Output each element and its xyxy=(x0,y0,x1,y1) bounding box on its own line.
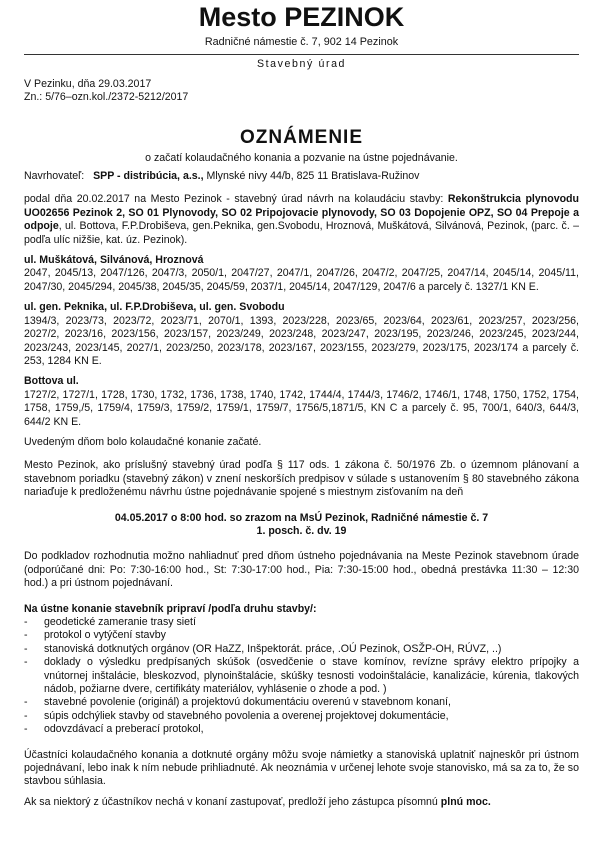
list-item: - geodetické zameranie trasy sietí xyxy=(24,616,579,629)
notice-page xyxy=(24,0,579,809)
hearing-date-place: 04.05.2017 o 8:00 hod. so zrazom na MsÚ Pezinok, Radničné námestie č. 7 xyxy=(114,511,489,524)
reference-number: Zn.: 5/76–ozn.kol./2372-5212/2017 xyxy=(24,91,189,104)
meta-block xyxy=(24,78,579,105)
parcel-list: 1394/3, 2023/73, 2023/72, 2023/71, 2070/1, 1393, 2023/228, 2023/65, 2023/64, 2023/61, 2023/257, 2023/256, 2027/2, 2023/16, 2023/156, 2023/157, 2023/249, 2023/248, 2023/247, 2023/195, 2023/246, 2023/245, 2023/244, 2023/243, 2023/145, 2027/1, 2023/250, 2023/178, 2023/167, 2023/155, 2023/279, 2023/175, 2023/174 a parcely č. 253, 1284 KN E. xyxy=(24,314,579,367)
power-of-attorney: plnú moc. xyxy=(440,795,491,808)
representative-text: Ak sa niektorý z účastníkov nechá v konaní zastupovať, predloží jeho zástupca písomnú xyxy=(24,795,441,808)
document-heading: OZNÁMENIE xyxy=(240,126,363,148)
list-item: - protokol o vytýčení stavby xyxy=(24,629,579,642)
parcel-street: Bottova ul. xyxy=(24,375,79,388)
document-subtitle: o začatí kolaudačného konania a pozvanie na ústne pojednávanie. xyxy=(145,151,458,164)
request-paragraph xyxy=(24,193,579,247)
parcel-street: ul. Muškátová, Silvánová, Hroznová xyxy=(24,254,204,267)
applicant-line xyxy=(24,170,579,183)
request-location: , ul. Bottova, F.P.Drobiševa, gen.Peknika, gen.Svobodu, Hroznová, Muškátová, Silvánová, Pezinok, (parc. č. – podľa ulíc nižšie, kat. úz. Pezinok). xyxy=(24,220,579,246)
hearing-block xyxy=(24,512,579,539)
project-name: Rekonštrukcia plynovodu UO02656 Pezinok 2, SO 01 Plynovody, SO 02 Pripojovacie plynovody, SO 03 Dopojenie OPZ, SO 04 Prepoje a odpoje xyxy=(24,193,579,233)
city-title: Mesto PEZINOK xyxy=(198,2,405,32)
documents-paragraph: Do podkladov rozhodnutia možno nahliadnuť pred dňom ústneho pojednávania na Meste Pezinok stavebnom úrade (odporúčané dni: Po: 7:30-16:00 hod., St: 7:30-17:00 hod., Pia: 7:30-15:00 hod., obedná prestávka 11:30 – 12:30 hod.) a pri ústnom pojednávaní. xyxy=(24,550,579,590)
list-item: - stanoviská dotknutých orgánov (OR HaZZ, Inšpektorát. práce, .OÚ Pezinok, OSŽP-OH, RÚVZ, ..) xyxy=(24,643,579,656)
started-statement: Uvedeným dňom bolo kolaudačné konanie začaté. xyxy=(24,435,262,448)
list-item: - odovzdávací a preberací protokol, xyxy=(24,723,579,736)
parcel-group-2 xyxy=(24,301,579,368)
header-divider xyxy=(24,54,579,55)
applicant-name: SPP - distribúcia, a.s., xyxy=(93,170,204,183)
list-item: - stavebné povolenie (originál) a projektovú dokumentáciu overenú v stavebnom konaní, xyxy=(24,696,579,709)
parcel-list: 1727/2, 1727/1, 1728, 1730, 1732, 1736, 1738, 1740, 1742, 1744/4, 1744/3, 1746/2, 1746/1, 1748, 1750, 1752, 1754, 1758, 1759,/5, 1759/4, 1759/3, 1759/2, 1759/1, 1759/7, 1756/5,1871/5, KN C a parcely č. 95, 700/1, 640/3, 644/3, 644/2 KN E. xyxy=(24,388,579,428)
city-address: Radničné námestie č. 7, 902 14 Pezinok xyxy=(204,36,399,48)
hearing-room: 1. posch. č. dv. 19 xyxy=(256,524,347,537)
prepare-section xyxy=(24,603,579,737)
prepare-heading: Na ústne konanie stavebník pripraví /podľa druhu stavby/: xyxy=(24,602,317,615)
applicant-address: Mlynské nivy 44/b, 825 11 Bratislava-Ružinov xyxy=(203,170,420,183)
applicant-label: Navrhovateľ: xyxy=(24,170,85,183)
parcel-group-3 xyxy=(24,375,579,429)
decision-paragraph: Mesto Pezinok, ako príslušný stavebný úrad podľa § 117 ods. 1 zákona č. 50/1976 Zb. o územnom plánovaní a stavebnom poriadku (stavebný zákon) v znení neskorších predpisov v súlade s ustanovením § 80 stavebného zákona nariaďuje k predloženému návrhu ústne pojednávanie spojené s miestnym zisťovaním na deň xyxy=(24,459,579,499)
parcel-group-1 xyxy=(24,254,579,294)
request-intro: podal dňa 20.02.2017 na Mesto Pezinok - stavebný úrad návrh na kolaudáciu stavby: xyxy=(24,193,448,206)
prepare-list xyxy=(24,616,579,737)
parcel-street: ul. gen. Peknika, ul. F.P.Drobiševa, ul. gen. Svobodu xyxy=(24,301,285,314)
representative-paragraph xyxy=(24,796,579,809)
list-item: - doklady o výsledku predpísaných skúšok (osvedčenie o stave komínov, revízne správy elektro prípojky a vnútornej inštalácie, bleskozvod, plynoinštalácie, skúšky tesnosti vodoinštalácie, kanalizácie, kúrenia, tlakových nádob, požiarne dvere, certifikáty materiálov, vyhlásenie o zhode a pod. ) xyxy=(24,656,579,696)
list-item: - súpis odchýliek stavby od stavebného povolenia a overenej projektovej dokumentácie, xyxy=(24,710,579,723)
date-line: V Pezinku, dňa 29.03.2017 xyxy=(24,77,152,90)
objections-paragraph: Účastníci kolaudačného konania a dotknuté orgány môžu svoje námietky a stanoviská uplatniť najneskôr pri ústnom pojednávaní, lebo inak k ním nebude prihliadnuté. Ak neoznámia v určenej lehote svoje stanovisko, má sa za to, že so stavbou súhlasia. xyxy=(24,748,579,788)
parcel-list: 2047, 2045/13, 2047/126, 2047/3, 2050/1, 2047/27, 2047/1, 2047/26, 2047/2, 2047/25, 2047/14, 2045/14, 2045/11, 2047/30, 2045/294, 2045/38, 2045/35, 2045/59, 2037/1, 2045/14, 2047/129, 2047/6 a parcely č. 1327/1 KN E. xyxy=(24,267,579,293)
office-name: Stavebný úrad xyxy=(256,58,347,71)
